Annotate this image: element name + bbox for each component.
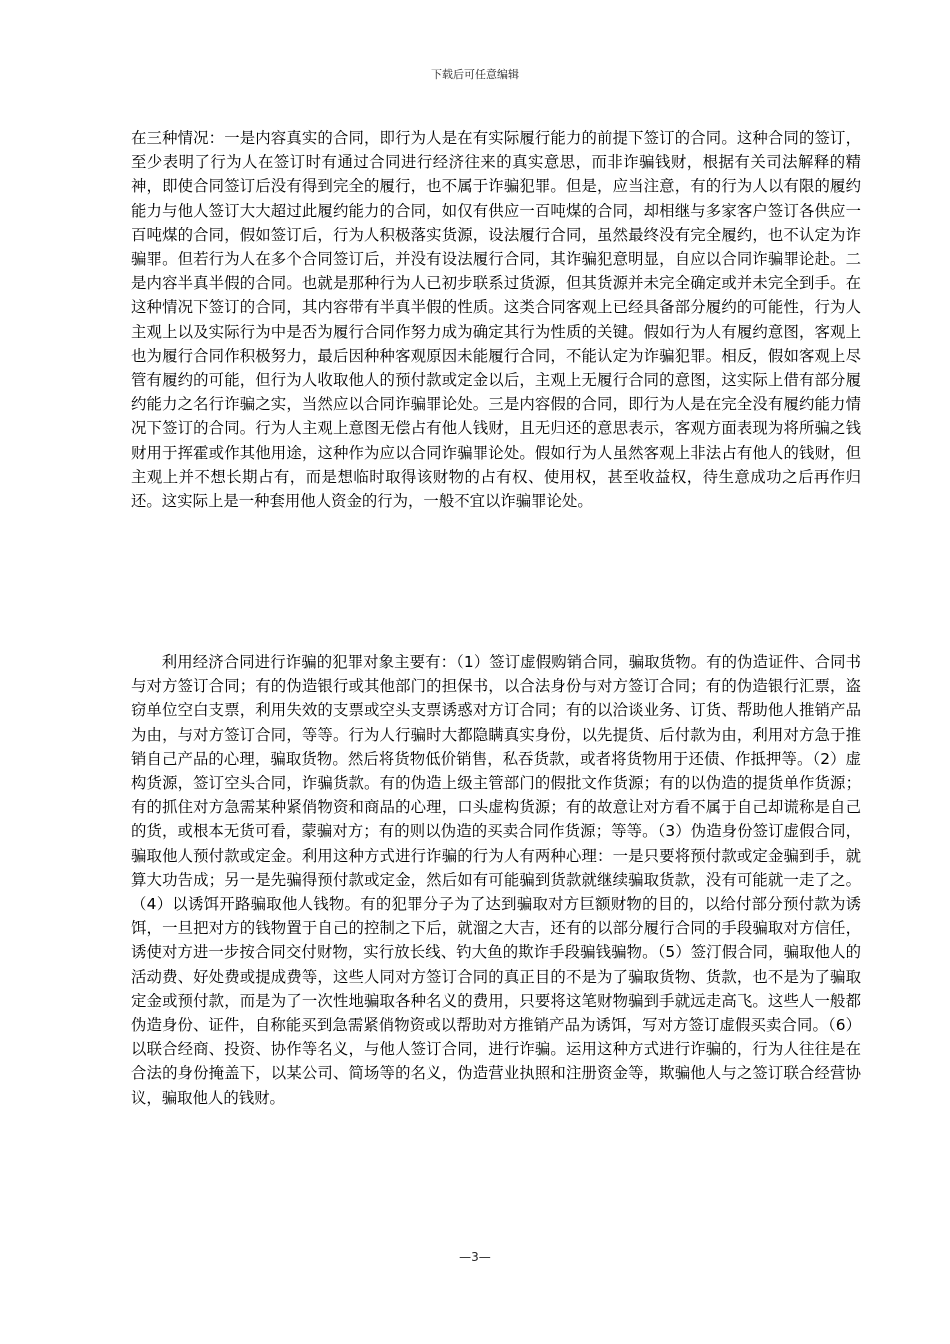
page-header: 下载后可任意编辑	[431, 68, 519, 81]
body-paragraph: 利用经济合同进行诈骗的犯罪对象主要有：（1）签订虚假购销合同，骗取货物。有的伪造证件、合同书与对方签订合同；有的伪造银行或其他部门的担保书，以合法身份与对方签订合同；有的伪造银行汇票，盗窃单位空白支票，利用失效的支票或空头支票诱惑对方订合同；有的以洽谈业务、订货、帮助他人推销产品为由，与对方签订合同，等等。行为人行骗时大都隐瞒真实身份，以先提货、后付款为由，利用对方急于推销自己产品的心理，骗取货物。然后将货物低价销售，私吞货款，或者将货物用于还债、作抵押等。（2）虚构货源，签订空头合同，诈骗货款。有的伪造上级主管部门的假批文作货源；有的以伪造的提货单作货源；有的抓住对方急需某种紧俏物资和商品的心理，口头虚构货源；有的故意让对方看不属于自己却谎称是自己的货，或根本无货可看，蒙骗对方；有的则以伪造的买卖合同作货源；等等。（3）伪造身份签订虚假合同，骗取他人预付款或定金。利用这种方式进行诈骗的行为人有两种心理：一是只要将预付款或定金骗到手，就算大功告成；另一是先骗得预付款或定金，然后如有可能骗到货款就继续骗取货款，没有可能就一走了之。（4）以诱饵开路骗取他人钱物。有的犯罪分子为了达到骗取对方巨额财物的目的，以给付部分预付款为诱饵，一旦把对方的钱物置于自己的控制之下后，就溜之大吉，还有的以部分履行合同的手段骗取对方信任，诱使对方进一步按合同交付财物，实行放长线、钓大鱼的欺诈手段骗钱骗物。（5）签汀假合同，骗取他人的活动费、好处费或提成费等，这些人同对方签订合同的真正目的不是为了骗取货物、货款，也不是为了骗取定金或预付款，而是为了一次性地骗取各种名义的费用，只要将这笔财物骗到手就远走高飞。这些人一般都伪造身份、证件，自称能买到急需紧俏物资或以帮助对方推销产品为诱饵，写对方签订虚假买卖合同。（6）以联合经商、投资、协作等名义，与他人签订合同，进行诈骗。运用这种方式进行诈骗的，行为人往往是在合法的身份掩盖下，以某公司、简场等的名义，伪造营业执照和注册资金等，欺骗他人与之签订联合经营协议，骗取他人的钱财。	[131, 653, 861, 1107]
page-number: —3—	[459, 1250, 491, 1264]
body-paragraph: 在三种情况：一是内容真实的合同，即行为人是在有实际履行能力的前提下签订的合同。这种合同的签订，至少表明了行为人在签订时有通过合同进行经济往来的真实意思，而非诈骗钱财，根据有关司法解释的精神，即使合同签订后没有得到完全的履行，也不属于诈骗犯罪。但是，应当注意，有的行为人以有限的履约能力与他人签订大大超过此履约能力的合同，如仅有供应一百吨煤的合同，却相继与多家客户签订各供应一百吨煤的合同，假如签订后，行为人积极落实货源，设法履行合同，虽然最终没有完全履约，也不认定为诈骗罪。但若行为人在多个合同签订后，并没有设法履行合同，其诈骗犯意明显，自应以合同诈骗罪论赴。二是内容半真半假的合同。也就是那种行为人已初步联系过货源，但其货源并未完全确定或并未完全到手。在这种情况下签订的合同，其内容带有半真半假的性质。这类合同客观上已经具备部分履约的可能性，行为人主观上以及实际行为中是否为履行合同作努力成为确定其行为性质的关键。假如行为人有履约意图，客观上也为履行合同作积极努力，最后因种种客观原因未能履行合同，不能认定为诈骗犯罪。相反，假如客观上尽管有履约的可能，但行为人收取他人的预付款或定金以后，主观上无履行合同的意图，这实际上借有部分履约能力之名行诈骗之实，当然应以合同诈骗罪论处。三是内容假的合同，即行为人是在完全没有履约能力情况下签订的合同。行为人主观上意图无偿占有他人钱财，且无归还的意思表示，客观方面表现为将所骗之钱财用于挥霍或作其他用途，这种作为应以合同诈骗罪论处。假如行为人虽然客观上非法占有他人的钱财，但主观上并不想长期占有，而是想临时取得该财物的占有权、使用权，甚至收益权，待生意成功之后再作归还。这实际上是一种套用他人资金的行为，一般不宜以诈骗罪论处。	[131, 129, 861, 511]
